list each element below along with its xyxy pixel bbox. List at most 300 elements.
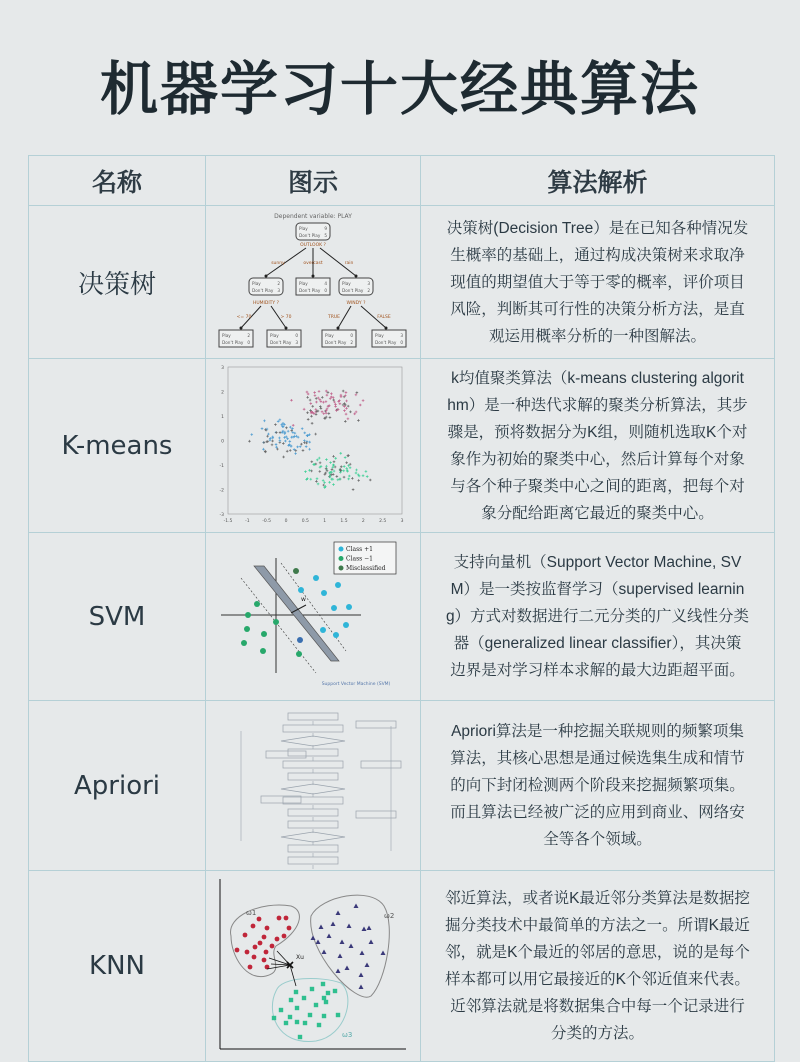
legend-label: Class +1 (346, 546, 373, 553)
sunny-play-count: 2 (277, 281, 280, 286)
class2-point (322, 950, 327, 955)
data-point (316, 459, 319, 462)
class1-point (265, 926, 270, 931)
data-point (300, 443, 303, 446)
page-title: 机器学习十大经典算法 (99, 55, 700, 123)
data-point (321, 410, 324, 413)
data-point (282, 456, 285, 459)
data-point (357, 479, 360, 482)
data-point (292, 424, 295, 427)
class-neg-point (260, 648, 266, 654)
x-tick-label: 0 (284, 519, 288, 524)
row-name: 决策树 (29, 206, 206, 359)
data-point (333, 470, 336, 473)
class2-point (349, 944, 354, 949)
arrow-head (385, 327, 388, 330)
data-point (319, 462, 322, 465)
x-tick-label: -0.5 (262, 519, 272, 524)
data-point (290, 399, 293, 402)
class-neg-point (296, 651, 302, 657)
class2-point (381, 951, 386, 956)
data-point (322, 479, 325, 482)
data-point (301, 427, 304, 430)
data-point (362, 474, 365, 477)
data-point (343, 465, 346, 468)
x-tick-label: 1 (323, 519, 327, 524)
decision-tree-diagram (206, 206, 421, 358)
data-point (352, 488, 355, 491)
class3-point (294, 990, 298, 994)
data-point (349, 463, 352, 466)
flow-decision (281, 784, 345, 794)
y-tick-label: -3 (219, 513, 224, 518)
data-point (262, 448, 265, 451)
data-point (275, 443, 278, 446)
description-line: k均值聚类算法（k-means clustering algorit (451, 369, 744, 387)
w-label: w (301, 596, 306, 603)
y-tick-label: -2 (219, 488, 224, 494)
data-point (343, 409, 346, 412)
header-analysis: 算法解析 (421, 156, 775, 206)
leaf-dont-label: Don't Play (222, 340, 244, 345)
root-play-count: 9 (324, 226, 327, 231)
leaf-play-label: Play (325, 333, 334, 338)
class3-point (289, 998, 293, 1002)
class1-point (248, 965, 253, 970)
class1-point (270, 944, 275, 949)
leaf-play-count: 0 (295, 333, 298, 338)
table-row (29, 871, 775, 1062)
data-point (296, 446, 299, 449)
svm-diagram (206, 533, 421, 700)
data-point (349, 411, 352, 414)
class2-point (359, 985, 364, 990)
arrow-head (312, 275, 315, 278)
data-point (332, 464, 335, 467)
class1-point (275, 937, 280, 942)
arrow-head (285, 327, 288, 330)
class2-point (367, 926, 372, 931)
data-point (342, 469, 345, 472)
class1-point (287, 926, 292, 931)
data-point (289, 449, 292, 452)
data-point (340, 465, 343, 468)
data-point (303, 432, 306, 435)
data-point (322, 401, 325, 404)
arrow-head (337, 327, 340, 330)
data-point (271, 440, 274, 443)
description-line: 象分配给距离它最近的聚类中心。 (481, 504, 714, 522)
class3-point (288, 1015, 292, 1019)
legend-label: Class −1 (346, 555, 373, 563)
data-point (343, 476, 346, 479)
data-point (325, 400, 328, 403)
data-point (318, 457, 321, 460)
sunny-play-label: Play (252, 281, 261, 286)
knn-diagram (206, 871, 421, 1061)
data-point (345, 413, 348, 416)
data-point (278, 437, 281, 440)
class1-point (284, 916, 289, 921)
leaf-play-count: 2 (247, 333, 250, 338)
data-point (362, 399, 365, 402)
y-tick-label: 2 (221, 390, 224, 396)
table-row (29, 701, 775, 871)
data-point (274, 423, 277, 426)
data-point (325, 458, 328, 461)
data-point (345, 400, 348, 403)
data-point (347, 464, 350, 467)
data-point (332, 466, 335, 469)
class-pos-point (320, 627, 326, 633)
leaf-dont-label: Don't Play (270, 340, 292, 345)
root-dont-count: 5 (324, 233, 327, 238)
leaf-dont-count: 0 (247, 340, 250, 345)
data-point (336, 475, 339, 478)
class-neg-point (244, 626, 250, 632)
rain-play-count: 3 (367, 281, 370, 286)
leaf-play-label: Play (270, 333, 279, 338)
class3-point (321, 982, 325, 986)
class2-point (336, 969, 341, 974)
flow-step (288, 713, 338, 720)
description-line: 的向下封闭检测两个阶段来挖掘频繁项集。 (450, 777, 745, 794)
data-point (275, 431, 278, 434)
branch-label: OUTLOOK ? (300, 243, 326, 248)
data-point (313, 391, 316, 394)
svm-figure (206, 533, 421, 701)
class1-point (282, 934, 287, 939)
leaf-dont-count: 2 (350, 340, 353, 345)
description-line: 观运用概率分析的一种图解法。 (488, 327, 706, 345)
flow-step (288, 773, 338, 780)
arrow-head (240, 327, 243, 330)
row-name: Apriori (29, 701, 206, 871)
data-point (314, 394, 317, 397)
leaf-play-count: 3 (400, 333, 403, 338)
description-line: 全等各个领域。 (543, 831, 652, 848)
description-line: 生概率的基础上，通过构成决策树来求取净 (450, 246, 745, 264)
apriori-flowchart (206, 701, 421, 870)
description-line: g）方式对数据进行二元分类的广义线性分类 (445, 608, 750, 625)
data-point (349, 466, 352, 469)
description-line: 现值的期望值大于等于零的概率，评价项目 (450, 273, 745, 291)
class3-point (326, 991, 330, 995)
data-point (325, 467, 328, 470)
data-point (290, 445, 293, 448)
flow-side-step (356, 811, 396, 818)
class-neg-point (254, 601, 260, 607)
flow-step (288, 809, 338, 816)
description-line: 器（generalized linear classifier），其决策 (453, 635, 742, 652)
description-line: 而且算法已经被广泛的应用到商业、网络安 (450, 804, 745, 821)
arrow-head (355, 275, 358, 278)
row-name: K-means (29, 359, 206, 533)
class-neg-point (241, 640, 247, 646)
data-point (325, 390, 328, 393)
x-tick-label: 2 (361, 519, 365, 524)
class2-point (340, 940, 345, 945)
data-point (294, 452, 297, 455)
data-point (305, 445, 308, 448)
class-pos-point (333, 632, 339, 638)
data-point (332, 455, 335, 458)
leaf-play-label: Play (222, 333, 231, 338)
x-tick-label: 1.5 (340, 519, 348, 524)
sunny-dont-count: 3 (277, 288, 280, 293)
data-point (347, 405, 350, 408)
data-point (303, 408, 306, 411)
description-line: hm）是一种迭代求解的聚类分析算法，其步 (447, 396, 748, 414)
data-point (333, 460, 336, 463)
data-point (271, 444, 274, 447)
class3-point (302, 996, 306, 1000)
class3-point (333, 989, 337, 993)
flow-step (288, 821, 338, 828)
data-point (342, 390, 345, 393)
overcast-play-label: Play (299, 281, 308, 286)
data-point (347, 478, 350, 481)
data-point (359, 404, 362, 407)
data-point (311, 422, 314, 425)
legend-marker (339, 556, 344, 561)
class2-point (345, 966, 350, 971)
rain-play-label: Play (342, 281, 351, 286)
branch-label: overcast (303, 261, 323, 266)
data-point (326, 394, 329, 397)
class1-point (243, 933, 248, 938)
row-description (421, 359, 775, 533)
x-tick-label: 2.5 (379, 519, 387, 524)
row-name: KNN (29, 871, 206, 1062)
cluster2-label: ω2 (384, 912, 395, 920)
data-point (269, 437, 272, 440)
data-point (321, 396, 324, 399)
description-line: M）是一类按监督学习（supervised learnin (450, 581, 745, 598)
class1-point (252, 955, 257, 960)
neighbor-arrow (290, 965, 296, 986)
data-point (353, 413, 356, 416)
data-point (355, 411, 358, 414)
root-play-label: Play (299, 226, 308, 231)
data-point (329, 416, 332, 419)
header-name: 名称 (29, 156, 206, 206)
data-point (285, 426, 288, 429)
data-point (314, 433, 317, 436)
branch-label: TRUE (327, 315, 341, 320)
data-point (315, 401, 318, 404)
cluster3-label: ω3 (342, 1031, 353, 1039)
data-point (328, 412, 331, 415)
legend-marker (339, 547, 344, 552)
neighbor-arrow (267, 965, 290, 969)
data-point (277, 420, 280, 423)
row-description (421, 701, 775, 871)
data-point (340, 394, 343, 397)
data-point (319, 470, 322, 473)
flow-side-step (356, 721, 396, 728)
legend-label: Misclassified (346, 565, 386, 572)
description-line: 决策树(Decision Tree）是在已知各种情况发 (446, 219, 749, 237)
overcast-play-count: 4 (324, 281, 327, 286)
data-point (331, 468, 334, 471)
data-point (345, 461, 348, 464)
class3-point (310, 987, 314, 991)
class3-point (336, 1013, 340, 1017)
data-point (365, 470, 368, 473)
class-neg-point (273, 619, 279, 625)
data-point (283, 432, 286, 435)
table-row (29, 533, 775, 701)
class2-point (316, 940, 321, 945)
y-tick-label: 3 (221, 366, 224, 371)
leaf-play-count: 0 (350, 333, 353, 338)
data-point (279, 439, 282, 442)
data-point (347, 418, 350, 421)
data-point (345, 391, 348, 394)
flow-side-step (361, 761, 401, 768)
class-neg-point (245, 612, 251, 618)
data-point (366, 475, 369, 478)
row-description (421, 206, 775, 359)
y-tick-label: 1 (221, 415, 224, 420)
data-point (310, 402, 313, 405)
data-point (318, 390, 321, 393)
description-line: 掘分类技术中最简单的方法之一。所谓K最近 (445, 917, 750, 934)
data-point (263, 420, 266, 423)
apriori-figure (206, 701, 421, 871)
branch-label: WINDY ? (346, 301, 366, 306)
data-point (355, 472, 358, 475)
class2-point (331, 922, 336, 927)
branch-label: > 70 (280, 315, 292, 320)
data-point (325, 465, 328, 468)
branch-label: FALSE (377, 315, 391, 320)
overcast-dont-label: Don't Play (299, 288, 321, 293)
data-point (344, 456, 347, 459)
data-point (332, 483, 335, 486)
class3-point (279, 1008, 283, 1012)
class1-point (251, 924, 256, 929)
data-point (317, 397, 320, 400)
data-point (339, 452, 342, 455)
data-point (357, 419, 360, 422)
class1-point (245, 950, 250, 955)
description-line: 样本都可以用它最接近的K个邻近值来代表。 (445, 971, 750, 988)
data-point (315, 397, 318, 400)
sunny-dont-label: Don't Play (252, 288, 274, 293)
data-point (284, 440, 287, 443)
description-line: 边界是对学习样本求解的最大边距超平面。 (450, 662, 745, 679)
flow-side-step (266, 751, 306, 758)
row-description (421, 871, 775, 1062)
leaf-dont-count: 0 (400, 340, 403, 345)
class1-point (262, 958, 267, 963)
class-pos-point (313, 575, 319, 581)
class3-point (295, 1006, 299, 1010)
data-point (309, 399, 312, 402)
data-point (302, 449, 305, 452)
query-label: Xu (296, 954, 304, 961)
data-point (263, 441, 266, 444)
class-pos-point (331, 605, 337, 611)
class3-point (303, 1021, 307, 1025)
data-point (306, 396, 309, 399)
class-pos-point (343, 622, 349, 628)
description-line: 象作为初始的聚类中心，然后计算每个对象 (450, 450, 745, 468)
class-pos-point (321, 590, 327, 596)
data-point (334, 466, 337, 469)
class3-point (317, 1023, 321, 1027)
data-point (316, 477, 319, 480)
data-point (315, 463, 318, 466)
data-point (310, 478, 313, 481)
data-point (369, 479, 372, 482)
data-point (308, 441, 311, 444)
flow-decision (281, 736, 345, 746)
data-point (287, 430, 290, 433)
data-point (305, 442, 308, 445)
description-line: 邻近算法，或者说K最近邻分类算法是数据挖 (445, 890, 750, 907)
class2-point (360, 951, 365, 956)
data-point (286, 437, 289, 440)
flow-step (283, 761, 343, 768)
description-line: 算法，其核心思想是通过候选集生成和情节 (450, 750, 745, 767)
data-point (306, 440, 309, 443)
table-row (29, 359, 775, 533)
class2-point (347, 924, 352, 929)
flow-step (288, 749, 338, 756)
data-point (310, 415, 313, 418)
class3-point (295, 1020, 299, 1024)
data-point (299, 445, 302, 448)
decision-tree-figure (206, 206, 421, 359)
description-line: 风险，判断其可行性的决策分析方法，是直 (450, 300, 745, 318)
x-tick-label: 0.5 (301, 519, 309, 524)
data-point (322, 412, 325, 415)
table-row (29, 206, 775, 359)
description-line: Apriori算法是一种挖掘关联规则的频繁项集 (451, 723, 744, 740)
kmeans-scatter-plot (206, 359, 421, 532)
data-point (315, 480, 318, 483)
data-point (310, 460, 313, 463)
data-point (307, 418, 310, 421)
description-line: 与各个种子聚类中心之间的距离，把每个对 (450, 477, 745, 495)
description-line: 分类的方法。 (550, 1025, 644, 1042)
data-point (332, 473, 335, 476)
knn-figure (206, 871, 421, 1062)
flow-step (283, 725, 343, 732)
class-neg-point (261, 631, 267, 637)
leaf-dont-label: Don't Play (375, 340, 397, 345)
class3-point (308, 1013, 312, 1017)
row-name: SVM (29, 533, 206, 701)
class2-point (369, 940, 374, 945)
data-point (286, 450, 289, 453)
data-point (290, 436, 293, 439)
data-point (282, 442, 285, 445)
data-point (261, 427, 264, 430)
data-point (334, 405, 337, 408)
margin-band (254, 566, 339, 661)
data-point (289, 440, 292, 443)
data-point (345, 467, 348, 470)
branch-label: rain (344, 261, 354, 266)
class1-point (253, 945, 258, 950)
class3-point (322, 996, 326, 1000)
data-point (308, 448, 311, 451)
data-point (351, 477, 354, 480)
